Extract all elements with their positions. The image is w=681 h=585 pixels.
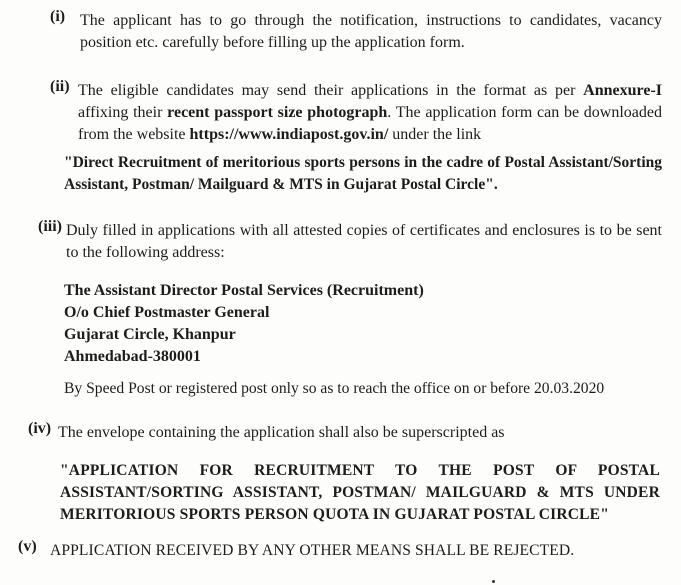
item-number-i: (i) (50, 8, 66, 25)
item-number-iii: (iii) (38, 218, 62, 235)
envelope-superscription: "APPLICATION FOR RECRUITMENT TO THE POST OF POSTAL ASSISTANT/SORTING ASSISTANT, POSTMAN/ MAILGUARD & MTS UNDER MERITORIOUS SPORTS PERSON QUOTA IN GUJARAT POSTAL CIRCLE" (60, 462, 660, 523)
address-line-3: Gujarat Circle, Khanpur (64, 326, 236, 343)
postal-address (64, 280, 424, 368)
item-number-ii: (ii) (50, 78, 70, 95)
item-text-iv: The envelope containing the application shall also be superscripted as (58, 424, 505, 441)
address-line-4: Ahmedabad-380001 (64, 348, 201, 365)
item-text-ii (78, 80, 662, 146)
recruitment-link-title: "Direct Recruitment of meritorious sports persons in the cadre of Postal Assistant/Sorting Assistant, Postman/ Mailguard & MTS in Gujarat Postal Circle". (64, 154, 662, 193)
website-url: https://www.indiapost.gov.in/ (189, 126, 389, 143)
annexure-label: Annexure-I (583, 82, 662, 99)
photo-requirement: recent passport size photograph (167, 104, 388, 121)
deadline-text: By Speed Post or registered post only so as to reach the office on or before 20.03.2020 (64, 380, 605, 397)
item-number-iv: (iv) (28, 420, 52, 437)
item-text-iii: Duly filled in applications with all attested copies of certificates and enclosures is to be sent to the following address: (66, 222, 662, 261)
address-line-2: O/o Chief Postmaster General (64, 304, 270, 321)
item-text-ii-c: . The application form can be downloaded from the website (78, 104, 663, 143)
item-text-i: The applicant has to go through the notification, instructions to candidates, vacancy position etc. carefully before filling up the application form. (80, 12, 662, 51)
item-text-ii-a: The eligible candidates may send their applications in the format as per (78, 82, 584, 99)
scan-speck (492, 580, 495, 583)
address-line-1: The Assistant Director Postal Services (Recruitment) (64, 282, 424, 299)
item-text-ii-d: under the link (388, 126, 482, 143)
item-text-ii-b: affixing their (78, 104, 168, 121)
item-number-v: (v) (18, 538, 37, 555)
item-text-v: APPLICATION RECEIVED BY ANY OTHER MEANS SHALL BE REJECTED. (50, 542, 575, 559)
